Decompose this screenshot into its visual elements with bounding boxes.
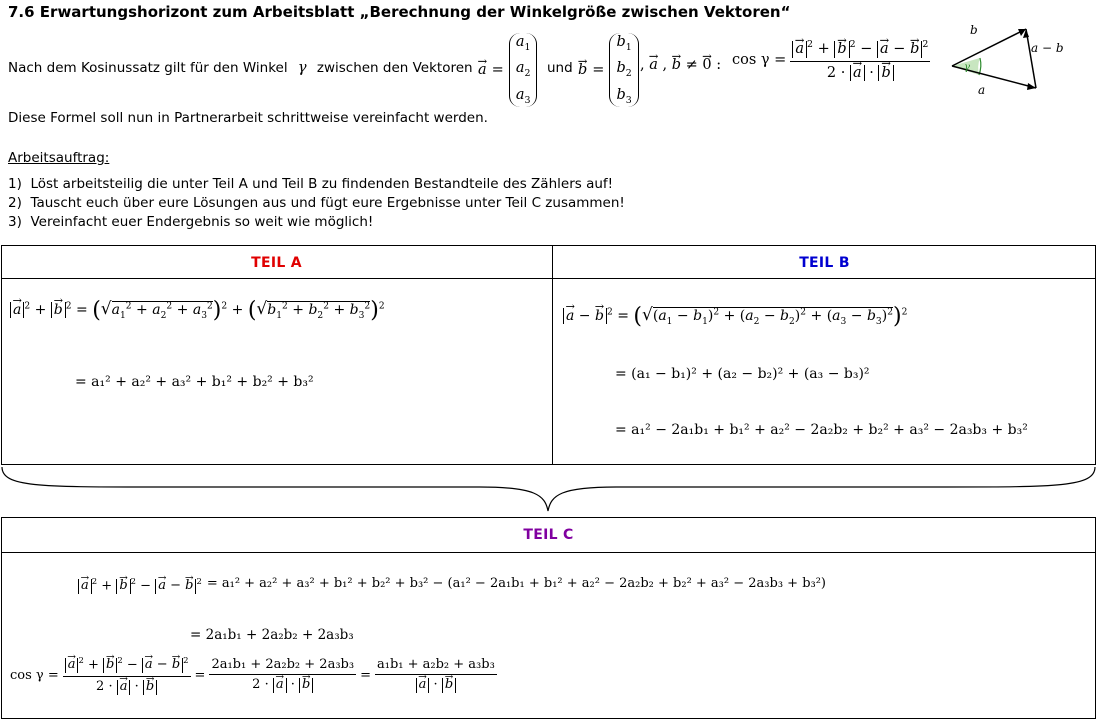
- diagram-label-a: a: [978, 83, 986, 97]
- teil-a-inner-divider: [552, 285, 553, 345]
- teil-c-final-formula: cos γ = → $\frac{a ^2 + \to b ^2 - \to a - \to b ^2}{2 \cdot \to a \cdot \to b}$ = $\frac{\text{2a₁b₁ + 2a₂b₂ + 2a₃b₃}}{2 \cdot \to a \cdot \to b}$ = a₁b₁ + a₂b₂ + a₃b₃ → a · → b: [10, 656, 497, 695]
- teil-c-frac2: $\frac{\text{2a₁b₁ + 2a₂b₂ + 2a₃b₃}}{2 \cdot \to a \cdot \to b}$: [209, 658, 356, 693]
- merge-brace: [0, 465, 1097, 515]
- cos-formula: cos γ = → $\frac{a ^2 + \to b ^2 - \to a - \to b ^2}{2 \cdot \to a \cdot \to b}$: [732, 40, 930, 81]
- vector-a-definition: → a = $a_1$ $a_2$ $a_3$: [478, 33, 537, 107]
- teil-a-heading: TEIL A: [251, 255, 302, 271]
- nonzero-condition: , → a , → b ≠ → 0 :: [640, 58, 721, 73]
- vector-b-matrix: $b_1$ $b_2$ $b_3$: [609, 33, 638, 107]
- teil-b-heading: TEIL B: [799, 255, 850, 271]
- teil-c-cos-label: cos γ =: [10, 668, 59, 684]
- diagram-label-b: b: [970, 23, 978, 37]
- task-item: 1) Löst arbeitsteilig die unter Teil A und Teil B zu findenden Bestandteile des Zählers auf!: [8, 176, 614, 192]
- table-column-divider: [552, 245, 553, 465]
- task-item: 2) Tauscht euch über eure Lösungen aus und fügt eure Ergebnisse unter Teil C zusammen!: [8, 195, 625, 211]
- teil-a-line2: = a₁² + a₂² + a₃² + b₁² + b₂² + b₃²: [75, 374, 314, 390]
- teil-b-line3: = a₁² − 2a₁b₁ + b₁² + a₂² − 2a₂b₂ + b₂² + a₃² − 2a₃b₃ + b₃²: [615, 422, 1028, 438]
- task-list: [8, 175, 625, 232]
- teil-c-frac1: → $\frac{a ^2 + \to b ^2 - \to a - \to b ^2}{2 \cdot \to a \cdot \to b}$: [63, 656, 191, 695]
- teil-a-line1: → a $^2$ + → b $^2 = (√a_1^2 + a_2^2 + a_3^2)^2 + (√b_1^2 + b_2^2 + b_3^2)^2$: [10, 300, 385, 322]
- task-item: 3) Vereinfacht euer Endergebnis so weit wie möglich!: [8, 214, 374, 230]
- teil-c-header-divider: [1, 552, 1096, 553]
- teil-b-line2: = (a₁ − b₁)² + (a₂ − b₂)² + (a₃ − b₃)²: [615, 366, 870, 382]
- vector-diff-line: [1026, 29, 1036, 88]
- instruction-text: Diese Formel soll nun in Partnerarbeit schrittweise vereinfacht werden.: [8, 110, 488, 126]
- diagram-label-gamma: γ: [964, 62, 970, 73]
- und-label: und: [547, 60, 573, 76]
- vector-triangle-diagram: [940, 12, 1064, 97]
- vector-b-definition: → b = $b_1$ $b_2$ $b_3$: [578, 33, 639, 107]
- task-heading: Arbeitsauftrag:: [8, 150, 110, 166]
- teil-c-frac3: a₁b₁ + a₂b₂ + a₃b₃ → a · → b: [375, 658, 497, 693]
- teil-c-heading: TEIL C: [523, 527, 574, 543]
- teil-c-line1: → a $^2$ + → b $^2$ − → a − → b $^2$ = a₁² + a₂² + a₃² + b₁² + b₂² + b₃² − (a₁² − 2a₁b₁ + b₁² + a₂² − 2a₂b₂ + b₂² + a₃² − 2a₃b₃ + b₃²): [78, 577, 826, 594]
- gamma-symbol: γ: [297, 60, 307, 76]
- vector-b-line: [952, 29, 1026, 66]
- page-title: 7.6 Erwartungshorizont zum Arbeitsblatt „Berechnung der Winkelgröße zwischen Vektoren“: [8, 3, 791, 21]
- teil-c-line2: = 2a₁b₁ + 2a₂b₂ + 2a₃b₃: [190, 627, 354, 643]
- vector-a-matrix: $a_1$ $a_2$ $a_3$: [509, 33, 538, 107]
- teil-b-line1: → a − → b $^2 = (√(a_1 - b_1)^2 + (a_2 - b_2)^2 + (a_3 - b_3)^2)^2$: [563, 306, 907, 328]
- teil-c-line1-rhs: = a₁² + a₂² + a₃² + b₁² + b₂² + b₃² − (a₁² − 2a₁b₁ + b₁² + a₂² − 2a₂b₂ + b₂² + a₃² − 2a₃b₃ + b₃²): [206, 576, 827, 591]
- diagram-label-diff: a − b: [1031, 41, 1064, 55]
- intro-text-1: Nach dem Kosinussatz gilt für den Winkel γ zwischen den Vektoren: [8, 60, 473, 76]
- table-header-divider: [1, 278, 1096, 279]
